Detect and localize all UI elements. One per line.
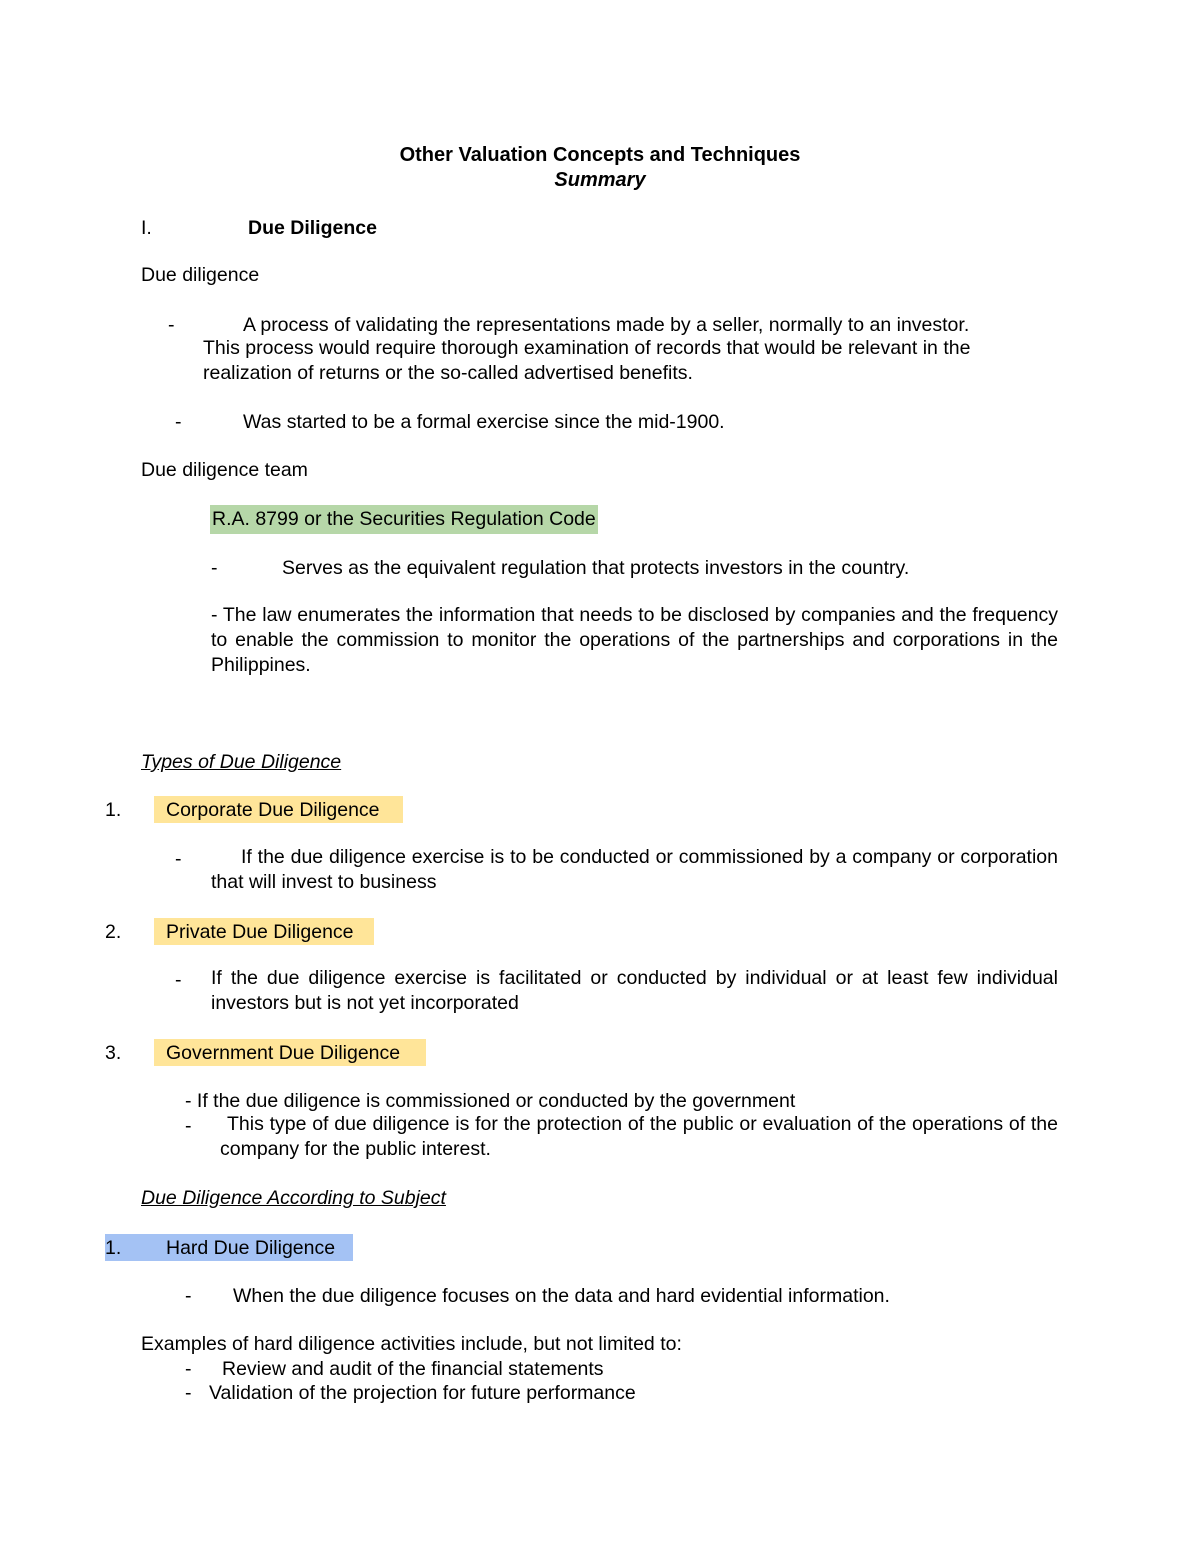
bullet-dash: - xyxy=(185,1285,192,1307)
due-diligence-label: Due diligence xyxy=(141,264,260,286)
type-number: 2. xyxy=(105,921,122,943)
definition-rest-text: This process would require thorough examination of records that would be relevant in the realization of returns or the so-called advertised benefits. xyxy=(203,337,971,384)
example-item: Validation of the projection for future performance xyxy=(209,1382,636,1404)
type-title-government: Government Due Diligence xyxy=(166,1042,401,1064)
type-title-private: Private Due Diligence xyxy=(166,921,354,943)
hard-number: 1. xyxy=(105,1237,122,1259)
bullet-dash: - xyxy=(211,557,218,579)
type-title-corporate: Corporate Due Diligence xyxy=(166,799,380,821)
example-item: Review and audit of the financial statements xyxy=(222,1358,604,1380)
type-desc-government-1: - If the due diligence is commissioned or conducted by the government xyxy=(185,1090,796,1112)
hard-desc: When the due diligence focuses on the data and hard evidential information. xyxy=(233,1285,890,1307)
bullet-dash: - xyxy=(168,314,175,336)
bullet-dash: - xyxy=(175,411,182,433)
types-heading: Types of Due Diligence xyxy=(141,751,342,773)
hard-title: Hard Due Diligence xyxy=(166,1237,336,1259)
type-number: 3. xyxy=(105,1042,122,1064)
law-name-highlight: R.A. 8799 or the Securities Regulation Code xyxy=(210,505,598,534)
document-subtitle: Summary xyxy=(554,169,646,191)
examples-intro: Examples of hard diligence activities include, but not limited to: xyxy=(141,1333,682,1355)
type-number: 1. xyxy=(105,799,122,821)
history-text: Was started to be a formal exercise since the mid-1900. xyxy=(243,411,725,433)
bullet-dash: - xyxy=(185,1382,192,1404)
definition-lead-text: A process of validating the representations made by a seller, normally to an investor. xyxy=(243,314,970,336)
bullet-dash: - xyxy=(175,848,182,870)
type-desc-corporate: If the due diligence exercise is to be conducted or commissioned by a company or corporation that will invest to business xyxy=(211,846,1058,893)
document-title: Other Valuation Concepts and Techniques xyxy=(399,144,801,166)
bullet-dash: - xyxy=(185,1115,192,1137)
law-purpose-text: Serves as the equivalent regulation that protects investors in the country. xyxy=(282,557,910,579)
section-heading: Due Diligence xyxy=(248,217,377,239)
bullet-dash: - xyxy=(185,1358,192,1380)
subject-heading: Due Diligence According to Subject xyxy=(141,1187,446,1209)
section-numeral: I. xyxy=(141,217,152,239)
team-label: Due diligence team xyxy=(141,459,308,481)
type-desc-government-2: This type of due diligence is for the protection of the public or evaluation of the operations of the company for the public interest. xyxy=(220,1113,1058,1160)
law-name xyxy=(212,510,598,530)
law-description-text: - The law enumerates the information that needs to be disclosed by companies and the frequency to enable the commission to monitor the operations of the partnerships and corporations in the Philippines. xyxy=(211,604,1058,676)
bullet-dash: - xyxy=(175,969,182,991)
type-desc-private: If the due diligence exercise is facilitated or conducted by individual or at least few individual investors but is not yet incorporated xyxy=(211,967,1058,1014)
